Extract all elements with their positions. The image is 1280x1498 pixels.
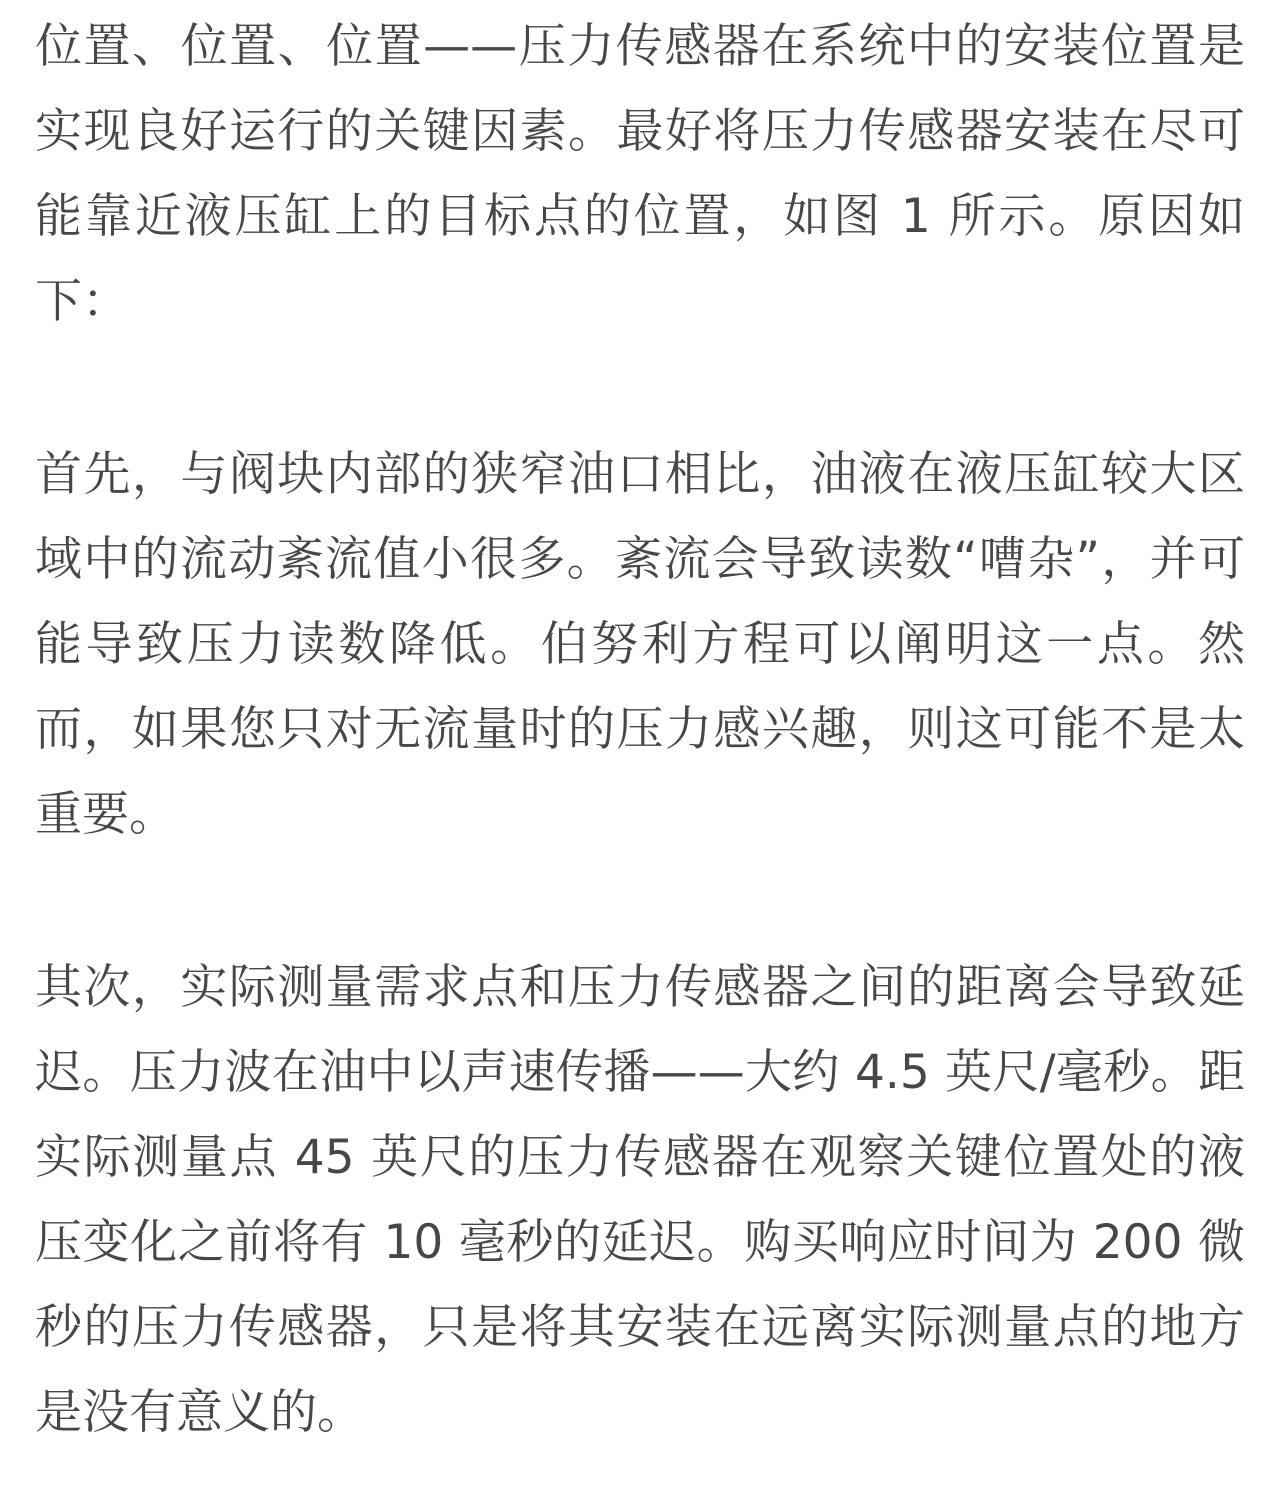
text-line: 压变化之前将有 10 毫秒的延迟。购买响应时间为 200 微: [35, 1215, 1245, 1270]
text-line: 秒的压力传感器，只是将其安装在远离实际测量点的地方: [35, 1300, 1245, 1355]
text-line: 是没有意义的。: [35, 1385, 364, 1440]
text-line: 位置、位置、位置——压力传感器在系统中的安装位置是: [35, 19, 1245, 74]
text-line: 域中的流动紊流值小很多。紊流会导致读数“嘈杂”，并可: [35, 532, 1245, 587]
text-line: 实际测量点 45 英尺的压力传感器在观察关键位置处的液: [35, 1130, 1245, 1185]
article-body: [35, 4, 1245, 1455]
paragraph-position-intro: [35, 4, 1245, 344]
text-line: 能靠近液压缸上的目标点的位置，如图 1 所示。原因如: [35, 189, 1245, 244]
text-line: 迟。压力波在油中以声速传播——大约 4.5 英尺/毫秒。距: [35, 1045, 1245, 1100]
text-line: 而，如果您只对无流量时的压力感兴趣，则这可能不是太: [35, 702, 1245, 757]
text-line: 其次，实际测量需求点和压力传感器之间的距离会导致延: [35, 960, 1245, 1015]
text-line: 下：: [35, 274, 129, 329]
paragraph-second-reason: [35, 945, 1245, 1455]
text-line: 首先，与阀块内部的狭窄油口相比，油液在液压缸较大区: [35, 447, 1245, 502]
text-line: 能导致压力读数降低。伯努利方程可以阐明这一点。然: [35, 617, 1245, 672]
paragraph-first-reason: [35, 432, 1245, 857]
text-line: 实现良好运行的关键因素。最好将压力传感器安装在尽可: [35, 104, 1245, 159]
text-line: 重要。: [35, 787, 176, 842]
